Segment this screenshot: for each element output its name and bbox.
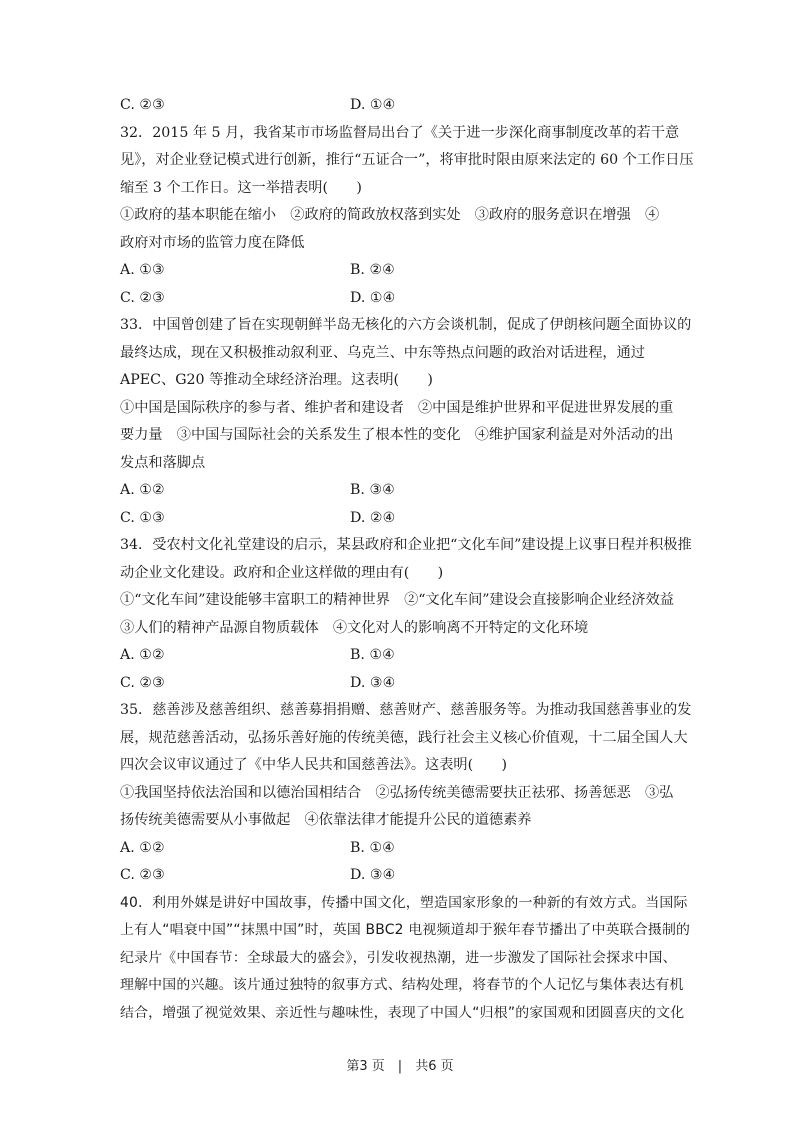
question-line: 34．受农村文化礼堂建设的启示，某县政府和企业把“文化车间”建设提上议事日程并积极推 — [120, 537, 692, 553]
statement-line: ①中国是国际秩序的参与者、维护者和建设者 ②中国是维护世界和平促进世界发展的重 — [120, 399, 674, 416]
option-c: C. ②③ — [120, 674, 165, 691]
option-d: D. ②④ — [350, 509, 396, 526]
statement-line: ①“文化车间”建设能够丰富职工的精神世界 ②“文化车间”建设会直接影响企业经济效益 — [120, 592, 674, 608]
question-line: 缩至 3 个工作日。这一举措表明( ) — [120, 179, 362, 196]
question-line: 32．2015 年 5 月，我省某市市场监督局出台了《关于进一步深化商事制度改革的若干意 — [120, 124, 680, 141]
option-d: D. ①④ — [350, 289, 396, 306]
options-row — [120, 862, 690, 890]
option-a: A. ①② — [120, 647, 165, 663]
options-row — [120, 257, 690, 285]
option-c: C. ②③ — [120, 867, 165, 883]
options-row — [120, 835, 690, 863]
question-line: 上有人“唱衰中国”“抹黑中国”时，英国 BBC2 电视频道却于猴年春节播出了中英联合摄制的 — [120, 922, 691, 938]
option-b: B. ①④ — [350, 647, 395, 663]
question-line: 35．慈善涉及慈善组织、慈善募捐捐赠、慈善财产、慈善服务等。为推动我国慈善事业的发 — [120, 702, 692, 718]
question-line: 40．利用外媒是讲好中国故事，传播中国文化，塑造国家形象的一种新的有效方式。当国际 — [120, 894, 688, 911]
statement-line: ③人们的精神产品源自物质载体 ④文化对人的影响离不开特定的文化环境 — [120, 619, 589, 636]
question-line: 见》，对企业登记模式进行创新，推行“五证合一”，将审批时限由原来法定的 60 个工作日压 — [120, 152, 694, 168]
options-row — [120, 505, 690, 533]
option-a: A. ①③ — [120, 262, 165, 278]
options-row — [120, 642, 690, 670]
exam-page — [120, 92, 694, 1027]
question-35 — [120, 697, 690, 890]
question-line: 最终达成，现在又积极推动叙利亚、乌克兰、中东等热点问题的政治对话进程，通过 — [120, 344, 645, 361]
top-options-row — [120, 92, 690, 120]
question-line: 展，规范慈善活动，弘扬乐善好施的传统美德，践行社会主义核心价值观，十二届全国人大 — [120, 729, 688, 746]
option-a: A. ①② — [120, 839, 165, 856]
option-d: D. ③④ — [350, 867, 396, 883]
question-line: 四次会议审议通过了《中华人民共和国慈善法》。这表明( ) — [120, 757, 508, 773]
question-line: 结合，增强了视觉效果、亲近性与趣味性，表现了中国人“归根”的家国观和团圆喜庆的文化 — [120, 1004, 685, 1021]
statement-line: ①政府的基本职能在缩小 ②政府的简政放权落到实处 ③政府的服务意识在增强 ④ — [120, 207, 660, 223]
statement-line: 扬传统美德需要从小事做起 ④依靠法律才能提升公民的道德素养 — [120, 812, 532, 828]
question-32 — [120, 120, 694, 313]
question-line: 纪录片《中国春节：全球最大的盛会》，引发收视热潮，进一步激发了国际社会探求中国、 — [120, 949, 677, 966]
statement-line: ①我国坚持依法治国和以德治国相结合 ②弘扬传统美德需要扶正祛邪、扬善惩恶 ③弘 — [120, 784, 674, 801]
option-c: C. ①③ — [120, 509, 165, 526]
statement-line: 政府对市场的监管力度在降低 — [120, 234, 305, 251]
option-b: B. ①④ — [350, 839, 395, 856]
option-c: C. ②③ — [120, 97, 165, 113]
page-footer: 第3 页 | 共6 页 — [346, 1059, 454, 1074]
statement-line: 要力量 ③中国与国际社会的关系发生了根本性的变化 ④维护国家利益是对外活动的出 — [120, 427, 674, 443]
option-b: B. ②④ — [350, 262, 395, 278]
question-line: 动企业文化建设。政府和企业这样做的理由有( ) — [120, 564, 444, 581]
option-c: C. ②③ — [120, 289, 165, 306]
question-40 — [120, 890, 690, 1028]
option-d: D. ①④ — [350, 97, 396, 113]
option-a: A. ①② — [120, 482, 165, 498]
option-b: B. ③④ — [350, 482, 395, 498]
question-34 — [120, 532, 690, 697]
statement-line: 发点和落脚点 — [120, 454, 206, 471]
question-33 — [120, 312, 690, 532]
question-line: 33．中国曾创建了旨在实现朝鲜半岛无核化的六方会谈机制，促成了伊朗核问题全面协议的 — [120, 317, 692, 333]
options-row — [120, 670, 690, 698]
options-row — [120, 285, 690, 313]
option-d: D. ③④ — [350, 674, 396, 691]
question-line: 理解中国的兴趣。该片通过独特的叙事方式、结构处理，将春节的个人记忆与集体表达有机 — [120, 977, 684, 993]
options-row — [120, 477, 690, 505]
question-line: APEC、G20 等推动全球经济治理。这表明( ) — [120, 372, 433, 388]
